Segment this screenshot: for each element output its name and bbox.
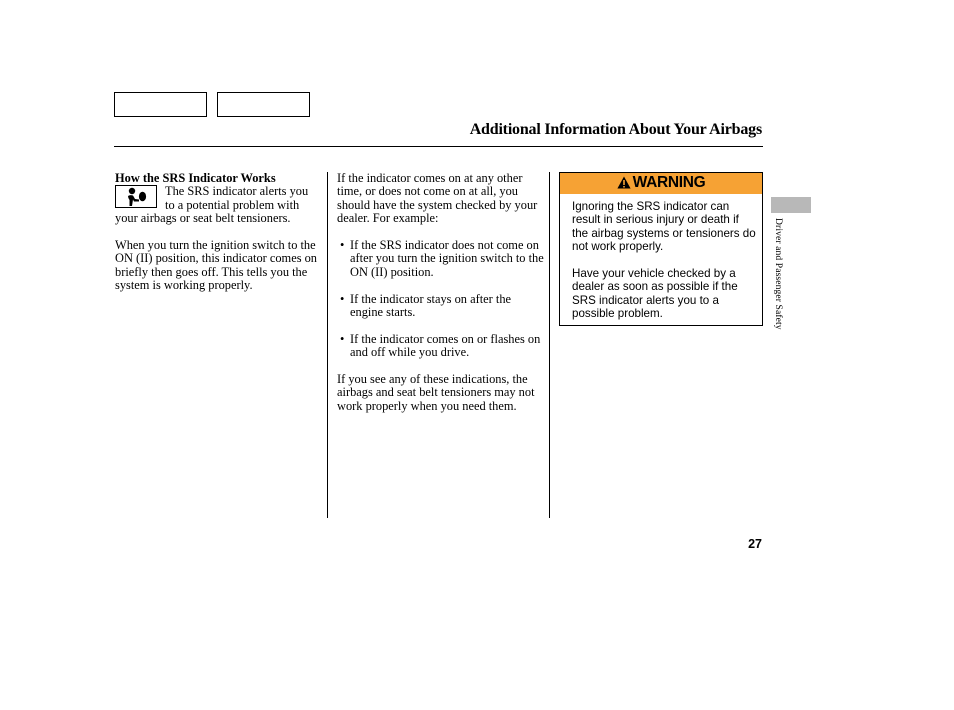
nav-button-previous[interactable] — [114, 92, 207, 117]
warning-paragraph: Have your vehicle checked by a dealer as soon as possible if the SRS indicator alerts you to a possible problem. — [572, 267, 738, 321]
warning-triangle-icon — [617, 176, 631, 189]
bullet-list — [337, 239, 545, 360]
column-divider — [327, 172, 328, 518]
warning-body — [572, 200, 756, 321]
paragraph: When you turn the ignition switch to the ON (II) position, this indicator comes on briefly then goes off. This tells you the system is working properly. — [115, 238, 318, 293]
paragraph: If the indicator comes on at any other time, or does not come on at all, you should have the system checked by your dealer. For example: — [337, 171, 538, 226]
section-label: Driver and Passenger Safety — [773, 218, 784, 330]
warning-paragraph: Ignoring the SRS indicator can result in serious injury or death if the airbag systems or tensioners do not work properly. — [572, 200, 756, 254]
warning-box — [559, 172, 763, 326]
column-2 — [337, 172, 545, 413]
paragraph: If you see any of these indications, the airbags and seat belt tensioners may not work properly when you need them. — [337, 372, 535, 413]
section-heading: How the SRS Indicator Works — [115, 171, 276, 185]
page-number: 27 — [748, 537, 762, 551]
list-item: • If the indicator stays on after the engine starts. — [340, 291, 512, 320]
paragraph: The SRS indicator alerts you to a potential problem with your airbags or seat belt tensioners. — [115, 184, 309, 226]
column-divider — [549, 172, 550, 518]
list-item: • If the indicator comes on or flashes on and off while you drive. — [340, 331, 541, 360]
page-title: Additional Information About Your Airbags — [469, 121, 762, 138]
column-1 — [115, 172, 320, 293]
section-tab — [771, 197, 811, 213]
srs-airbag-indicator-icon — [115, 185, 157, 208]
warning-header — [560, 173, 762, 194]
nav-button-next[interactable] — [217, 92, 310, 117]
list-item: • If the SRS indicator does not come on after you turn the ignition switch to the ON (II) position. — [340, 238, 544, 279]
warning-label: WARNING — [632, 174, 706, 191]
title-divider — [114, 146, 763, 147]
